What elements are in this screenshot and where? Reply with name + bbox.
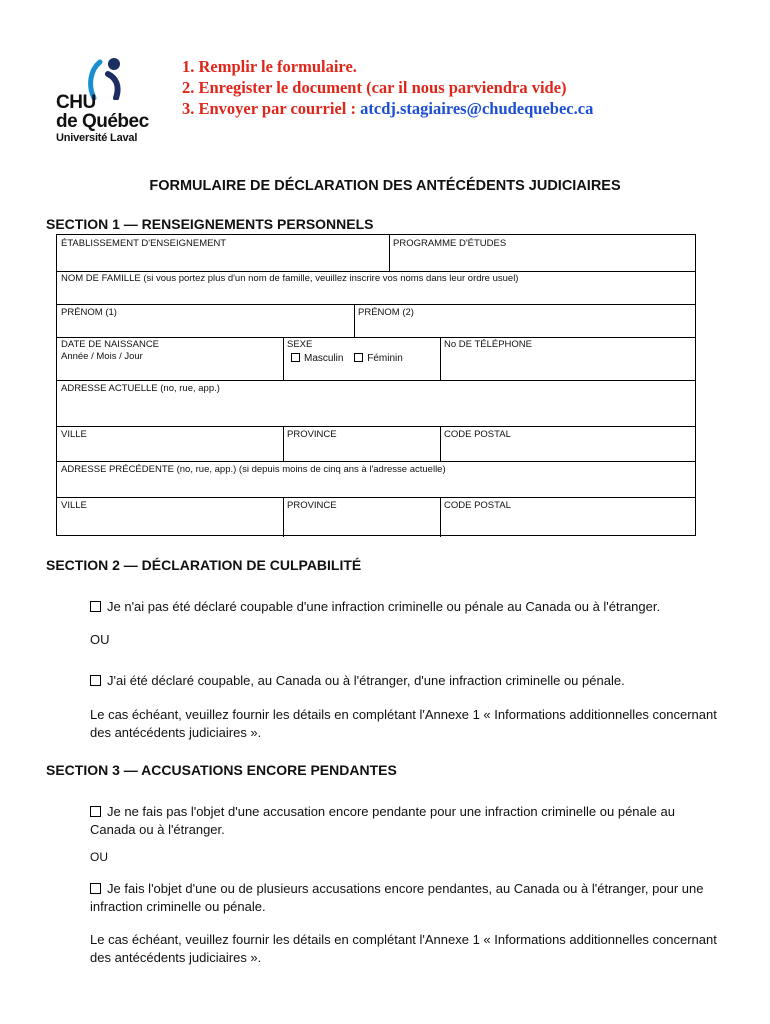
section3-option-2-text: Je fais l'objet d'une ou de plusieurs accusations encore pendantes, au Canada ou à l'étranger, pour une infraction criminelle ou pénale. — [90, 881, 704, 914]
checkbox-aucune-accusation[interactable] — [90, 806, 101, 817]
field-code-postal-precedent[interactable]: CODE POSTAL — [444, 500, 511, 511]
instruction-email-link[interactable]: atcdj.stagiaires@chudequebec.ca — [360, 99, 594, 118]
document-title: FORMULAIRE DE DÉCLARATION DES ANTÉCÉDENTS JUDICIAIRES — [149, 178, 621, 194]
checkbox-accusations-pendantes[interactable] — [90, 883, 101, 894]
section3-option-1 — [90, 803, 710, 839]
section3-ou: OU — [90, 850, 108, 864]
checkbox-coupable[interactable] — [90, 675, 101, 686]
logo-line-chu: CHU — [56, 92, 96, 113]
section3-heading: SECTION 3 — ACCUSATIONS ENCORE PENDANTES — [46, 762, 397, 778]
section2-option-2-text: J'ai été déclaré coupable, au Canada ou à l'étranger, d'une infraction criminelle ou pénale. — [107, 673, 625, 688]
field-code-postal[interactable]: CODE POSTAL — [444, 429, 511, 440]
section2-option-2 — [90, 672, 740, 690]
instruction-2: 2. Enregister le document (car il nous parviendra vide) — [182, 78, 567, 97]
section3-note: Le cas échéant, veuillez fournir les détails en complétant l'Annexe 1 « Informations additionnelles concernant des antécédents judiciaires ». — [90, 932, 717, 965]
field-telephone[interactable]: No DE TÉLÉPHONE — [444, 339, 532, 350]
instruction-1: 1. Remplir le formulaire. — [182, 57, 357, 76]
instructions — [182, 56, 593, 119]
field-date-naissance[interactable] — [61, 339, 159, 363]
checkbox-masculin[interactable] — [291, 353, 300, 362]
section2-note: Le cas échéant, veuillez fournir les détails en complétant l'Annexe 1 « Informations additionnelles concernant des antécédents judiciaires ». — [90, 707, 717, 740]
label-masculin: Masculin — [304, 353, 344, 364]
logo-wordmark — [56, 93, 149, 145]
field-ville[interactable]: VILLE — [61, 429, 87, 440]
logo-line-universite: Université Laval — [56, 132, 138, 144]
field-programme[interactable]: PROGRAMME D'ÉTUDES — [393, 238, 507, 249]
field-province-precedente[interactable]: PROVINCE — [287, 500, 337, 511]
section2-option-1-text: Je n'ai pas été déclaré coupable d'une infraction criminelle ou pénale au Canada ou à l'étranger. — [107, 599, 661, 614]
section2-option-1 — [90, 598, 740, 616]
section3-option-2 — [90, 880, 710, 916]
instruction-3-text: 3. Envoyer par courriel : — [182, 99, 361, 118]
field-prenom-1[interactable]: PRÉNOM (1) — [61, 307, 117, 318]
section1-heading: SECTION 1 — RENSEIGNEMENTS PERSONNELS — [46, 216, 374, 232]
field-sexe: SEXE — [287, 339, 313, 350]
personal-info-form — [56, 234, 696, 536]
chu-logo — [56, 52, 152, 152]
field-ville-precedente[interactable]: VILLE — [61, 500, 87, 511]
instruction-3 — [182, 98, 593, 119]
field-province[interactable]: PROVINCE — [287, 429, 337, 440]
section2-ou: OU — [90, 632, 110, 647]
date-naissance-label: DATE DE NAISSANCE — [61, 339, 160, 350]
field-nom-famille[interactable]: NOM DE FAMILLE (si vous portez plus d'un nom de famille, veuillez inscrire vos noms dans leur ordre usuel) — [61, 273, 519, 284]
label-feminin: Féminin — [367, 353, 403, 364]
section3-option-1-text: Je ne fais pas l'objet d'une accusation encore pendante pour une infraction criminelle ou pénale au Canada ou à l'étranger. — [90, 804, 675, 837]
checkbox-feminin[interactable] — [354, 353, 363, 362]
sexe-options — [291, 353, 403, 365]
field-adresse-precedente[interactable]: ADRESSE PRÉCÉDENTE (no, rue, app.) (si depuis moins de cinq ans à l'adresse actuelle) — [61, 464, 446, 475]
section2-heading: SECTION 2 — DÉCLARATION DE CULPABILITÉ — [46, 557, 362, 573]
checkbox-non-coupable[interactable] — [90, 601, 101, 612]
field-prenom-2[interactable]: PRÉNOM (2) — [358, 307, 414, 318]
field-adresse-actuelle[interactable]: ADRESSE ACTUELLE (no, rue, app.) — [61, 383, 220, 394]
logo-line-de-quebec: de Québec — [56, 111, 149, 132]
date-naissance-format: Année / Mois / Jour — [61, 351, 143, 362]
field-etablissement[interactable]: ÉTABLISSEMENT D'ENSEIGNEMENT — [61, 238, 227, 249]
